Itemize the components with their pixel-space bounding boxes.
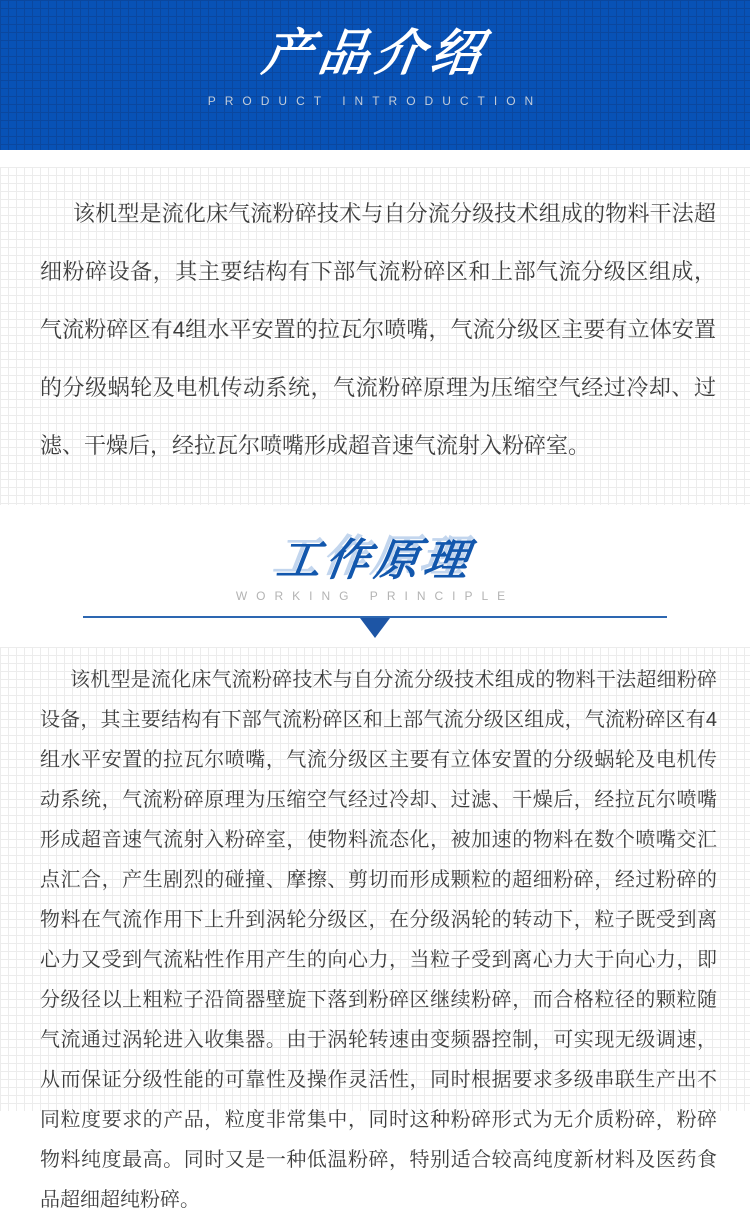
principle-title-wrap (0, 535, 750, 587)
intro-section (0, 167, 750, 505)
principle-header-section (0, 505, 750, 647)
principle-subtitle: WORKING PRINCIPLE (235, 589, 515, 603)
down-triangle-icon (360, 618, 390, 638)
page-title: 产品介绍 (259, 25, 491, 81)
principle-paragraph: 该机型是流化床气流粉碎技术与自分流分级技术组成的物料干法超细粉碎设备，其主要结构有下部气流粉碎区和上部气流分级区组成，气流粉碎区有4组水平安置的拉瓦尔喷嘴，气流分级区主要有立体安置的分级蜗轮及电机传动系统，气流粉碎原理为压缩空气经过冷却、过滤、干燥后，经拉瓦尔喷嘴形成超音速气流射入粉碎室，使物料流态化，被加速的物料在数个喷嘴交汇点汇合，产生剧烈的碰撞、摩擦、剪切而形成颗粒的超细粉碎，经过粉碎的物料在气流作用下上升到涡轮分级区，在分级涡轮的转动下，粒子既受到离心力又受到气流粘性作用产生的向心力，当粒子受到离心力大于向心力，即分级径以上粗粒子沿筒器壁旋下落到粉碎区继续粉碎，而合格粒径的颗粒随气流通过涡轮进入收集器。由于涡轮转速由变频器控制，可实现无级调速，从而保证分级性能的可靠性及操作灵活性，同时根据要求多级串联生产出不同粒度要求的产品，粒度非常集中，同时这种粉碎形式为无介质粉碎，粉碎物料纯度最高。同时又是一种低温粉碎，特别适合较高纯度新材料及医药食品超细超纯粉碎。 (40, 669, 717, 1211)
intro-paragraph: 该机型是流化床气流粉碎技术与自分流分级技术组成的物料干法超细粉碎设备，其主要结构有下部气流粉碎区和上部气流分级区组成，气流粉碎区有4组水平安置的拉瓦尔喷嘴，气流分级区主要有立体安置的分级蜗轮及电机传动系统，气流粉碎原理为压缩空气经过冷却、过滤、干燥后，经拉瓦尔喷嘴形成超音速气流射入粉碎室。 (40, 201, 716, 458)
header-divider-gap (0, 150, 750, 167)
principle-title: 工作原理 (273, 536, 477, 585)
principle-section (0, 647, 750, 1211)
page-title-wrap (0, 24, 750, 82)
divider-line (83, 616, 667, 618)
header-section (0, 0, 750, 150)
page-subtitle: PRODUCT INTRODUCTION (207, 94, 543, 108)
